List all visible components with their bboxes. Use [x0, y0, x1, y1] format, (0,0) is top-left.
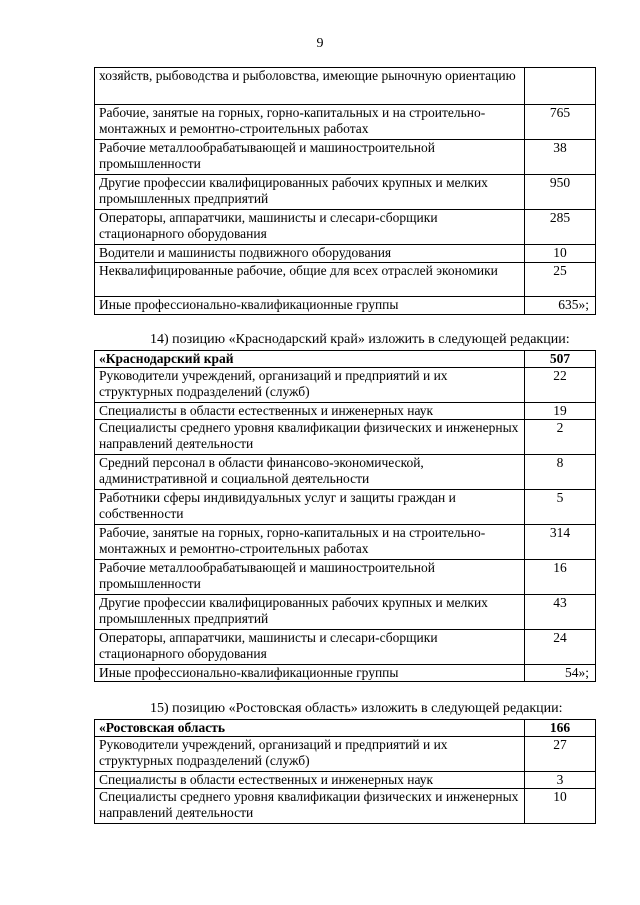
table-row — [95, 665, 596, 682]
table-row — [95, 490, 596, 525]
occupation-name: Операторы, аппаратчики, машинисты и слесари-сборщики стационарного оборудования — [95, 630, 525, 665]
table-row — [95, 455, 596, 490]
table-row — [95, 737, 596, 772]
occupation-table-continued — [94, 67, 596, 315]
occupation-value: 10 — [525, 789, 596, 824]
table-header-row — [95, 720, 596, 737]
occupation-value: 3 — [525, 772, 596, 789]
occupation-name: Неквалифицированные рабочие, общие для всех отраслей экономики — [95, 263, 525, 297]
occupation-name: Специалисты в области естественных и инженерных наук — [95, 772, 525, 789]
occupation-value: 22 — [525, 368, 596, 403]
table-row — [95, 210, 596, 245]
occupation-value: 5 — [525, 490, 596, 525]
table-row — [95, 105, 596, 140]
table-row — [95, 68, 596, 105]
table-row — [95, 245, 596, 263]
occupation-name: Рабочие, занятые на горных, горно-капитальных и на строительно-монтажных и ремонтно-строительных работах — [95, 525, 525, 560]
occupation-value: 950 — [525, 175, 596, 210]
occupation-value: 285 — [525, 210, 596, 245]
occupation-name: Специалисты в области естественных и инженерных наук — [95, 403, 525, 420]
page-number: 9 — [316, 36, 324, 51]
occupation-name: хозяйств, рыбоводства и рыболовства, имеющие рыночную ориентацию — [95, 68, 525, 105]
table-row — [95, 789, 596, 824]
region-name: «Ростовская область — [95, 720, 525, 737]
occupation-value: 54»; — [525, 665, 596, 682]
occupation-name: Руководители учреждений, организаций и предприятий и их структурных подразделений (служб) — [95, 737, 525, 772]
table-row — [95, 297, 596, 315]
rostov-table — [94, 719, 596, 824]
occupation-value: 10 — [525, 245, 596, 263]
occupation-name: Рабочие металлообрабатывающей и машиностроительной промышленности — [95, 560, 525, 595]
krasnodar-table — [94, 350, 596, 682]
occupation-value: 314 — [525, 525, 596, 560]
region-name: «Краснодарский край — [95, 351, 525, 368]
occupation-name: Средний персонал в области финансово-экономической, административной и социальной деятельности — [95, 455, 525, 490]
table-row — [95, 630, 596, 665]
occupation-name: Другие профессии квалифицированных рабочих крупных и мелких промышленных предприятий — [95, 595, 525, 630]
table-row — [95, 560, 596, 595]
occupation-name: Рабочие металлообрабатывающей и машиностроительной промышленности — [95, 140, 525, 175]
occupation-name: Водители и машинисты подвижного оборудования — [95, 245, 525, 263]
occupation-value: 635»; — [525, 297, 596, 315]
occupation-value: 19 — [525, 403, 596, 420]
table-row — [95, 772, 596, 789]
table-row — [95, 140, 596, 175]
occupation-value: 24 — [525, 630, 596, 665]
table-row — [95, 595, 596, 630]
table-row — [95, 368, 596, 403]
occupation-name: Руководители учреждений, организаций и предприятий и их структурных подразделений (служб) — [95, 368, 525, 403]
occupation-name: Операторы, аппаратчики, машинисты и слесари-сборщики стационарного оборудования — [95, 210, 525, 245]
amendment-paragraph-14: 14) позицию «Краснодарский край» изложить в следующей редакции: — [150, 332, 570, 347]
table-row — [95, 525, 596, 560]
occupation-value — [525, 68, 596, 105]
occupation-name: Иные профессионально-квалификационные группы — [95, 665, 525, 682]
table-row — [95, 420, 596, 455]
occupation-name: Рабочие, занятые на горных, горно-капитальных и на строительно-монтажных и ремонтно-строительных работах — [95, 105, 525, 140]
occupation-value: 43 — [525, 595, 596, 630]
occupation-value: 8 — [525, 455, 596, 490]
occupation-value: 765 — [525, 105, 596, 140]
occupation-name: Работники сферы индивидуальных услуг и защиты граждан и собственности — [95, 490, 525, 525]
table-row — [95, 403, 596, 420]
occupation-value: 16 — [525, 560, 596, 595]
occupation-value: 38 — [525, 140, 596, 175]
occupation-value: 2 — [525, 420, 596, 455]
occupation-value: 25 — [525, 263, 596, 297]
occupation-name: Другие профессии квалифицированных рабочих крупных и мелких промышленных предприятий — [95, 175, 525, 210]
region-total: 507 — [525, 351, 596, 368]
occupation-value: 27 — [525, 737, 596, 772]
table-row — [95, 263, 596, 297]
occupation-name: Иные профессионально-квалификационные группы — [95, 297, 525, 315]
occupation-name: Специалисты среднего уровня квалификации физических и инженерных направлений деятельности — [95, 789, 525, 824]
occupation-name: Специалисты среднего уровня квалификации физических и инженерных направлений деятельности — [95, 420, 525, 455]
amendment-paragraph-15: 15) позицию «Ростовская область» изложить в следующей редакции: — [150, 701, 563, 716]
table-header-row — [95, 351, 596, 368]
table-row — [95, 175, 596, 210]
region-total: 166 — [525, 720, 596, 737]
